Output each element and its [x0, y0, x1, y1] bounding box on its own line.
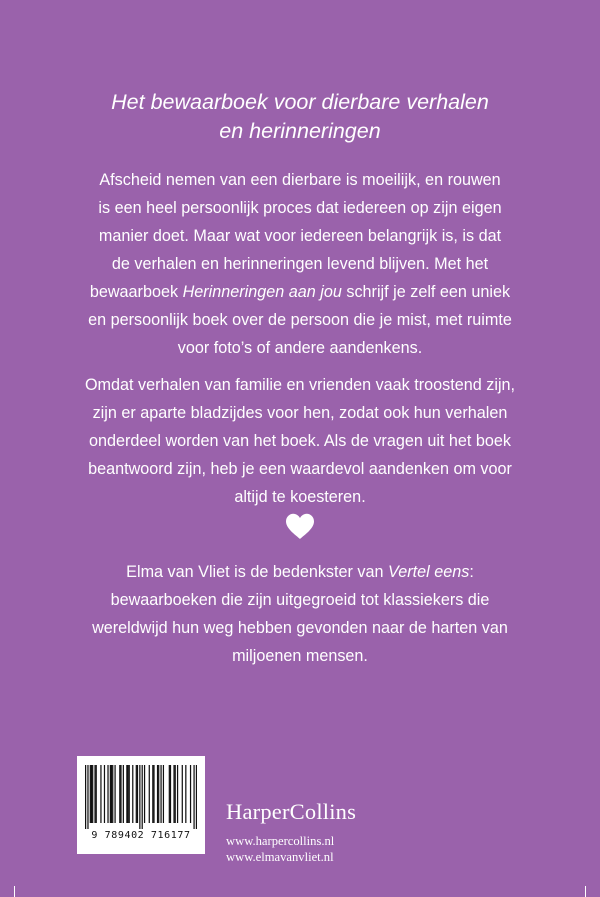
publisher-logo: HarperCollins [226, 799, 357, 824]
barcode-bar [87, 765, 88, 829]
barcode-bar [158, 765, 159, 823]
barcode-bar [157, 765, 158, 823]
barcode-bar [136, 765, 137, 823]
barcode-bar [169, 765, 170, 823]
barcode-bar [127, 765, 128, 823]
barcode-bar [85, 765, 86, 829]
intro-line-3: manier doet. Maar wat voor iedereen belangrijk is, is dat [98, 227, 502, 245]
isbn-number: 9 789402 716177 [91, 830, 191, 841]
author-line-1 [40, 558, 560, 586]
barcode-bar [149, 765, 150, 823]
barcode-bar [144, 765, 145, 823]
barcode-bar [173, 765, 174, 823]
barcode-bar [163, 765, 164, 823]
barcode-bar [119, 765, 120, 823]
tagline-line-2: en herinneringen [219, 119, 381, 143]
tagline-line-1: Het bewaarboek voor dierbare verhalen [111, 90, 489, 114]
barcode-bar [111, 765, 112, 823]
family-paragraph [40, 371, 560, 511]
barcode-box [77, 756, 205, 854]
barcode-bar [137, 765, 138, 823]
heart-icon [285, 513, 315, 540]
author-line-4: miljoenen mensen. [232, 647, 368, 665]
family-line-4: beantwoord zijn, heb je een waardevol aandenken om voor [88, 460, 512, 478]
barcode-bar [104, 765, 105, 823]
barcode-bar [177, 765, 178, 823]
barcode-bar [107, 765, 108, 823]
barcode-bar [129, 765, 130, 823]
barcode-bar [175, 765, 176, 823]
intro-line-2: is een heel persoonlijk proces dat iedereen op zijn eigen [98, 199, 502, 217]
family-line-2: zijn er aparte bladzijdes voor hen, zodat ook hun verhalen [92, 404, 508, 422]
intro-line-1: Afscheid nemen van een dierbare is moeilijk, en rouwen [99, 171, 501, 189]
family-line-5: altijd te koesteren. [234, 488, 366, 506]
barcode-bar [185, 765, 186, 823]
barcode-bar [132, 765, 133, 823]
barcode-bar [123, 765, 124, 823]
intro-line-5-post: schrijf je zelf een uniek [341, 283, 511, 301]
barcode-bar [120, 765, 121, 823]
barcode-bar [170, 765, 171, 823]
crop-mark-right [585, 886, 586, 897]
barcode-bar [114, 765, 115, 823]
author-line-1-post: : [469, 563, 474, 581]
tagline [0, 88, 600, 146]
intro-line-4: de verhalen en herinneringen levend blijven. Met het [111, 255, 489, 273]
barcode-bar [190, 765, 191, 823]
intro-paragraph [40, 166, 560, 362]
publisher-urls [226, 834, 334, 865]
barcode-bar [182, 765, 183, 823]
family-line-1: Omdat verhalen van familie en vrienden vaak troostend zijn, [84, 376, 516, 394]
family-line-3: onderdeel worden van het boek. Als de vragen uit het boek [88, 432, 512, 450]
barcode-bar [92, 765, 93, 823]
intro-line-6: en persoonlijk boek over de persoon die je mist, met ruimte [88, 311, 512, 329]
barcode-bar [90, 765, 91, 823]
barcode-bar [94, 765, 95, 823]
barcode-bar [142, 765, 143, 829]
barcode-bar [112, 765, 113, 823]
book-title: Herinneringen aan jou [182, 283, 342, 301]
barcode-bar [152, 765, 153, 823]
author-url: www.elmavanvliet.nl [226, 849, 334, 864]
barcode-bar [100, 765, 101, 823]
barcode-bar [139, 765, 140, 829]
barcode-bar [91, 765, 92, 823]
series-title: Vertel eens [388, 563, 470, 581]
barcode-bar [160, 765, 161, 823]
barcode-bar [193, 765, 194, 829]
barcode-bar [110, 765, 111, 823]
author-paragraph [40, 558, 560, 670]
intro-line-5 [40, 278, 560, 306]
publisher-url: www.harpercollins.nl [226, 834, 335, 848]
barcode-bar [126, 765, 127, 823]
crop-mark-left [14, 886, 15, 897]
barcode-bar [153, 765, 154, 823]
author-line-2: bewaarboeken die zijn uitgegroeid tot klassiekers die [110, 591, 490, 609]
barcode [85, 765, 197, 829]
barcode-bar [196, 765, 197, 829]
author-line-1-pre: Elma van Vliet is de bedenkster van [126, 563, 389, 581]
author-line-3: wereldwijd hun weg hebben gevonden naar de harten van [92, 619, 508, 637]
barcode-bar [96, 765, 97, 823]
intro-line-5-pre: bewaarboek [89, 283, 183, 301]
intro-line-7: voor foto’s of andere aandenkens. [177, 339, 423, 357]
